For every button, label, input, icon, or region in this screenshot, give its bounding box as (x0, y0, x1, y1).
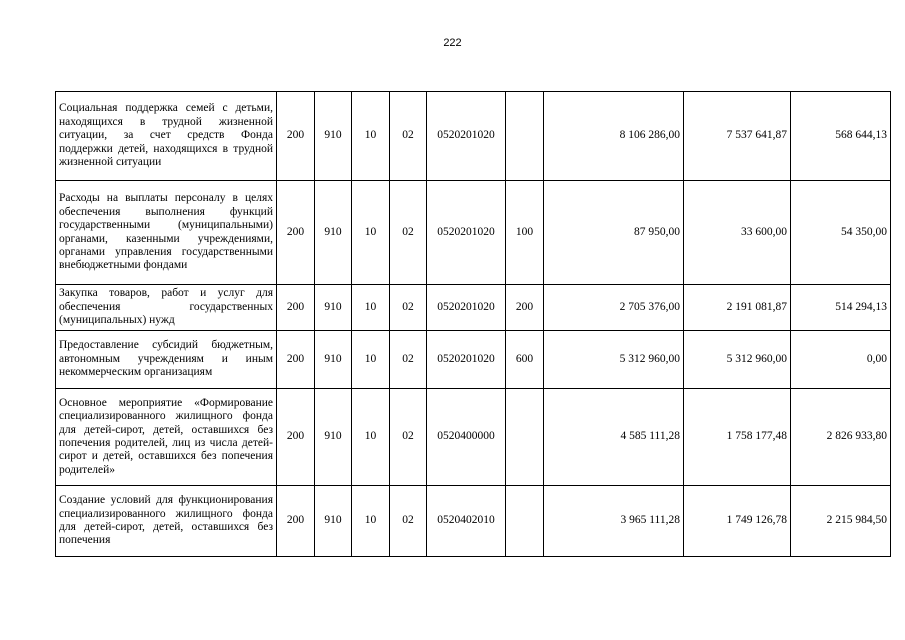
cell-description: Расходы на выплаты персоналу в целях обеспечения выполнения функций государственными (муниципальными) органами, казенными учреждениями, органами управления государственными внебюджетными фондами (56, 181, 277, 285)
cell-subsection: 02 (390, 331, 427, 389)
cell-expense-type (506, 389, 544, 486)
cell-subsection: 02 (390, 285, 427, 331)
page-number: 222 (443, 37, 462, 49)
cell-subsection: 02 (390, 92, 427, 181)
table-row (56, 92, 891, 181)
cell-target-article: 0520400000 (427, 389, 506, 486)
cell-subsection: 02 (390, 389, 427, 486)
cell-amount-3: 568 644,13 (791, 92, 891, 181)
budget-table (55, 91, 891, 557)
cell-target-article: 0520201020 (427, 181, 506, 285)
cell-amount-3: 0,00 (791, 331, 891, 389)
cell-section: 10 (352, 331, 390, 389)
cell-ministry-code: 910 (315, 285, 352, 331)
cell-admin-code: 200 (277, 389, 315, 486)
cell-admin-code: 200 (277, 92, 315, 181)
cell-amount-2: 33 600,00 (684, 181, 791, 285)
cell-target-article: 0520402010 (427, 486, 506, 557)
table-row (56, 331, 891, 389)
cell-ministry-code: 910 (315, 331, 352, 389)
cell-amount-2: 1 758 177,48 (684, 389, 791, 486)
cell-subsection: 02 (390, 181, 427, 285)
cell-amount-3: 54 350,00 (791, 181, 891, 285)
cell-amount-2: 2 191 081,87 (684, 285, 791, 331)
cell-amount-3: 2 826 933,80 (791, 389, 891, 486)
cell-expense-type (506, 92, 544, 181)
cell-amount-1: 2 705 376,00 (544, 285, 684, 331)
cell-admin-code: 200 (277, 331, 315, 389)
cell-admin-code: 200 (277, 181, 315, 285)
cell-amount-1: 3 965 111,28 (544, 486, 684, 557)
cell-amount-2: 5 312 960,00 (684, 331, 791, 389)
cell-ministry-code: 910 (315, 486, 352, 557)
cell-subsection: 02 (390, 486, 427, 557)
cell-description: Создание условий для функционирования специализированного жилищного фонда для детей-сирот, детей, оставшихся без попечения (56, 486, 277, 557)
cell-section: 10 (352, 389, 390, 486)
table-row (56, 285, 891, 331)
cell-amount-1: 5 312 960,00 (544, 331, 684, 389)
cell-amount-2: 7 537 641,87 (684, 92, 791, 181)
cell-section: 10 (352, 486, 390, 557)
cell-amount-1: 8 106 286,00 (544, 92, 684, 181)
cell-expense-type: 100 (506, 181, 544, 285)
cell-amount-3: 514 294,13 (791, 285, 891, 331)
cell-amount-3: 2 215 984,50 (791, 486, 891, 557)
cell-target-article: 0520201020 (427, 331, 506, 389)
cell-ministry-code: 910 (315, 92, 352, 181)
cell-admin-code: 200 (277, 486, 315, 557)
cell-description: Основное мероприятие «Формирование специализированного жилищного фонда для детей-сирот, детей, оставшихся без попечения родителей, лиц из числа детей-сирот и детей, оставшихся без попечения родителей» (56, 389, 277, 486)
cell-target-article: 0520201020 (427, 92, 506, 181)
cell-expense-type: 600 (506, 331, 544, 389)
cell-section: 10 (352, 181, 390, 285)
cell-ministry-code: 910 (315, 181, 352, 285)
cell-amount-1: 87 950,00 (544, 181, 684, 285)
cell-description: Закупка товаров, работ и услуг для обеспечения государственных (муниципальных) нужд (56, 285, 277, 331)
cell-amount-1: 4 585 111,28 (544, 389, 684, 486)
cell-description: Предоставление субсидий бюджетным, автономным учреждениям и иным некоммерческим организациям (56, 331, 277, 389)
table-row (56, 486, 891, 557)
cell-expense-type (506, 486, 544, 557)
table-body (56, 92, 891, 557)
cell-description: Социальная поддержка семей с детьми, находящихся в трудной жизненной ситуации, за счет средств Фонда поддержки детей, находящихся в трудной жизненной ситуации (56, 92, 277, 181)
cell-expense-type: 200 (506, 285, 544, 331)
table-row (56, 181, 891, 285)
cell-admin-code: 200 (277, 285, 315, 331)
table-row (56, 389, 891, 486)
cell-ministry-code: 910 (315, 389, 352, 486)
cell-section: 10 (352, 285, 390, 331)
cell-amount-2: 1 749 126,78 (684, 486, 791, 557)
cell-section: 10 (352, 92, 390, 181)
cell-target-article: 0520201020 (427, 285, 506, 331)
